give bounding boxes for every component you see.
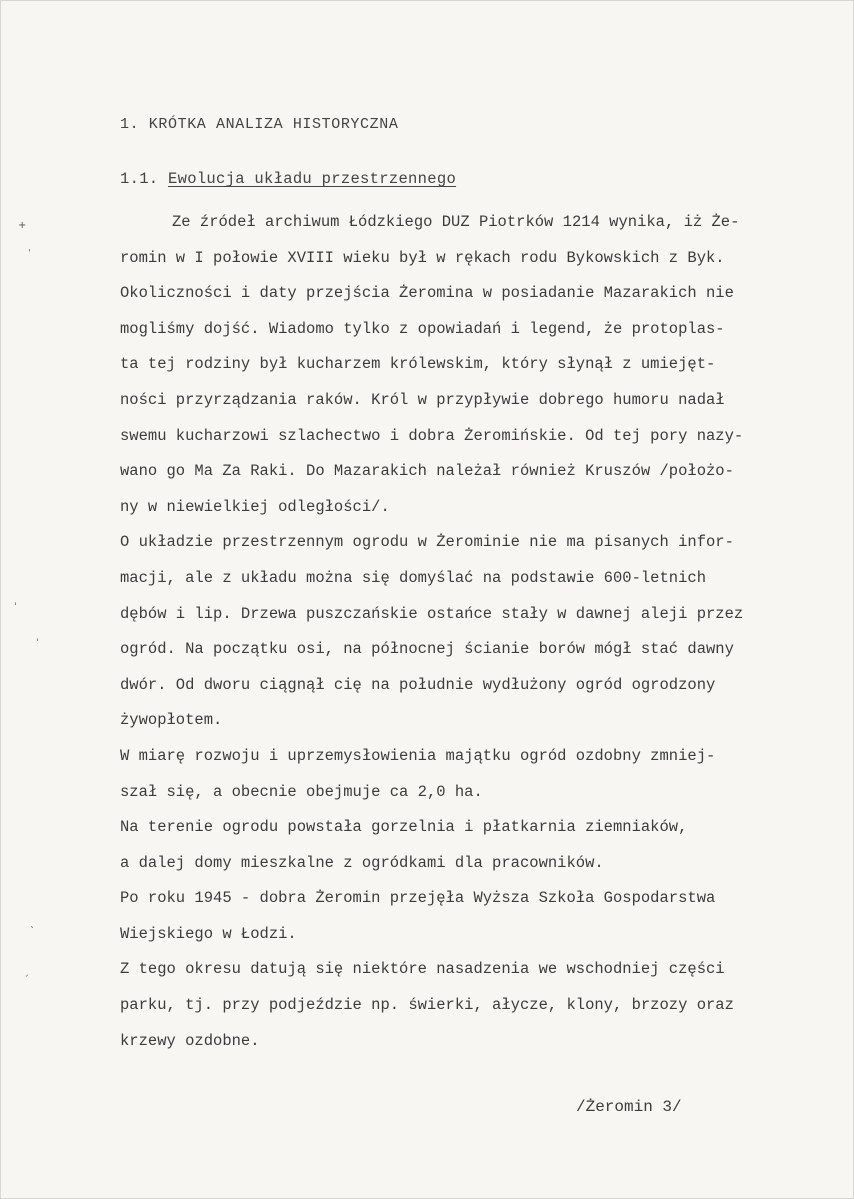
subsection-heading xyxy=(120,170,456,188)
margin-mark: + xyxy=(18,220,27,231)
text-line: wano go Ma Za Raki. Do Mazarakich należał również Kruszów /położo- xyxy=(120,462,734,481)
text-line: swemu kucharzowi szlachectwo i dobra Żeromińskie. Od tej pory nazy- xyxy=(120,426,744,445)
text-line: ta tej rodziny był kucharzem królewskim, który słynął z umiejęt- xyxy=(120,355,716,374)
body-text xyxy=(120,205,825,1059)
subsection-title: Ewolucja układu przestrzennego xyxy=(168,170,457,188)
text-line: macji, ale z układu można się domyślać na podstawie 600-letnich xyxy=(120,568,706,587)
text-line: a dalej domy mieszkalne z ogródkami dla pracowników. xyxy=(120,853,604,872)
section-heading: 1. KRÓTKA ANALIZA HISTORYCZNA xyxy=(120,116,399,133)
text-line: O układzie przestrzennym ogrodu w Żerominie nie ma pisanych infor- xyxy=(120,533,734,552)
text-line: Okoliczności i daty przejścia Żeromina w posiadanie Mazarakich nie xyxy=(120,284,734,303)
text-line: ny w niewielkiej odległości/. xyxy=(120,497,390,516)
text-line: Ze źródeł archiwum Łódzkiego DUZ Piotrków 1214 wynika, iż Że- xyxy=(172,213,740,231)
text-line: parku, tj. przy podjeździe np. świerki, ałycze, klony, brzozy oraz xyxy=(120,996,734,1015)
text-line: ności przyrządzania raków. Król w przypływie dobrego humoru nadał xyxy=(120,390,725,409)
text-line: Wiejskiego w Łodzi. xyxy=(120,924,297,943)
page-signature: /Żeromin 3/ xyxy=(576,1098,682,1116)
text-line: W miarę rozwoju i uprzemysłowienia majątku ogród ozdobny zmniej- xyxy=(120,746,716,765)
text-line: Po roku 1945 - dobra Żeromin przejęła Wyższa Szkoła Gospodarstwa xyxy=(120,889,716,908)
margin-mark: ˌ xyxy=(28,242,31,253)
margin-mark: ˈ xyxy=(14,602,17,613)
text-line: mogliśmy dojść. Wiadomo tylko z opowiadań i legend, że protoplas- xyxy=(120,319,725,338)
text-line: żywopłotem. xyxy=(120,711,223,730)
text-line: dębów i lip. Drzewa puszczańskie ostańce stały w dawnej aleji przez xyxy=(120,604,744,623)
margin-mark: ˈ xyxy=(36,638,39,649)
text-line: szał się, a obecnie obejmuje ca 2,0 ha. xyxy=(120,782,483,801)
text-line: krzewy ozdobne. xyxy=(120,1031,260,1050)
margin-mark: ˋ xyxy=(30,926,35,937)
text-line: dwór. Od dworu ciągnął cię na południe wydłużony ogród ogrodzony xyxy=(120,675,716,694)
text-line: Z tego okresu datują się niektóre nasadzenia we wschodniej części xyxy=(120,960,725,979)
text-line: romin w I połowie XVIII wieku był w rękach rodu Bykowskich z Byk. xyxy=(120,248,725,267)
margin-mark: ˏ xyxy=(24,966,29,977)
text-line: ogród. Na początku osi, na północnej ścianie borów mógł stać dawny xyxy=(120,640,734,659)
subsection-number: 1.1. xyxy=(120,170,159,188)
text-line: Na terenie ogrodu powstała gorzelnia i płatkarnia ziemniaków, xyxy=(120,818,688,837)
